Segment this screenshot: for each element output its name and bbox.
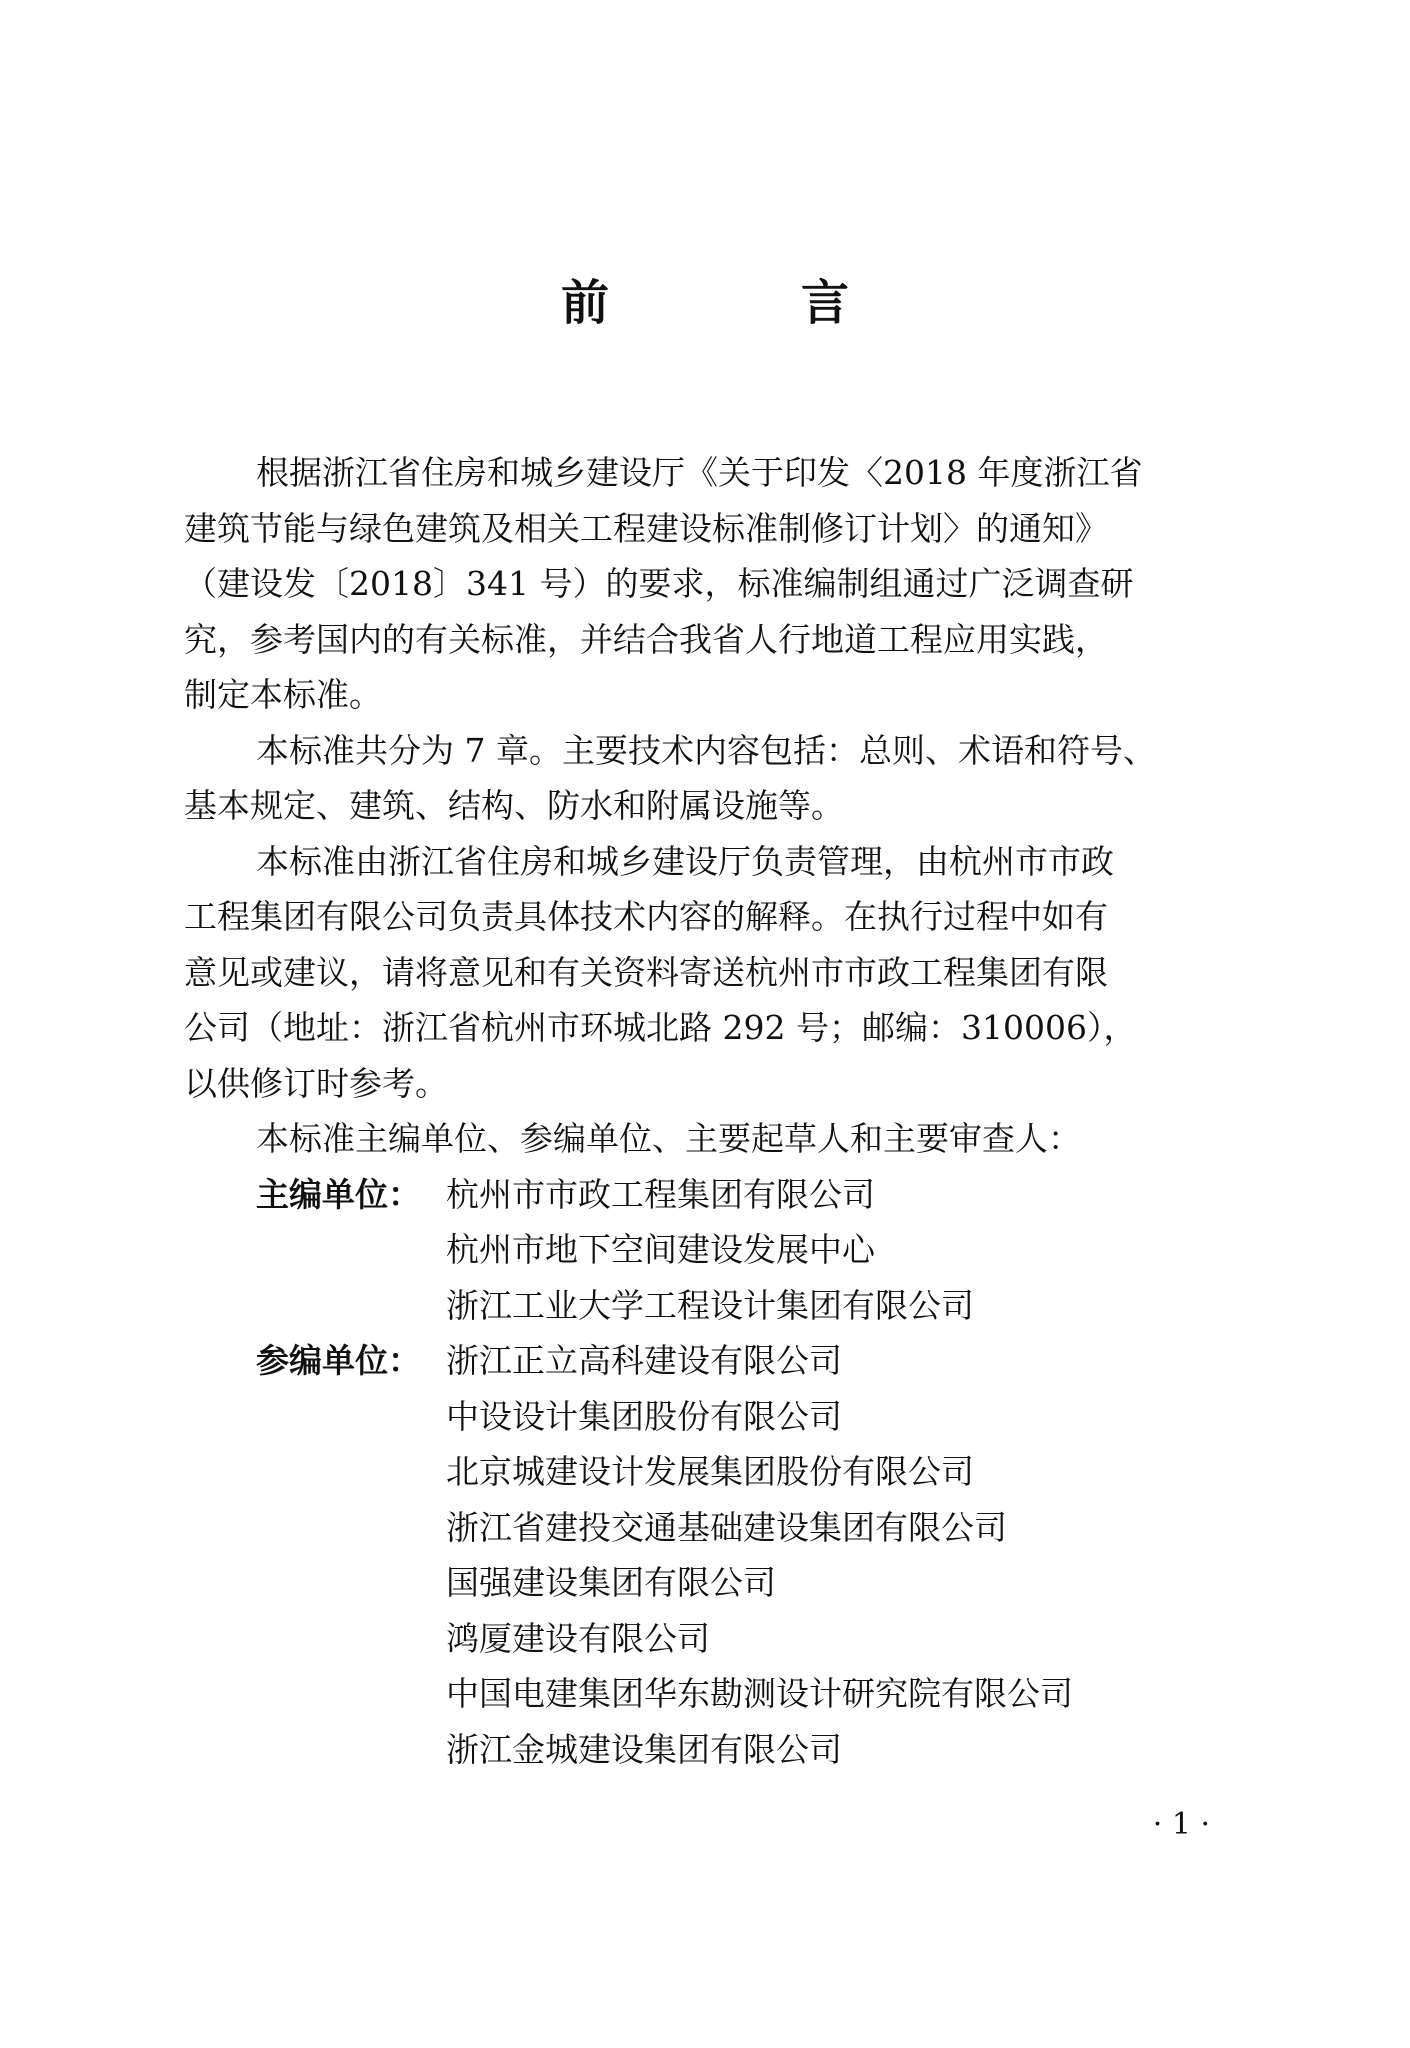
- org-name: 国强建设集团有限公司: [446, 1563, 776, 1602]
- list-item: [256, 1333, 1232, 1389]
- paragraph-line: 根据浙江省住房和城乡建设厅《关于印发〈2018 年度浙江省: [256, 453, 1143, 492]
- org-name: 中国电建集团华东勘测设计研究院有限公司: [446, 1674, 1073, 1713]
- paragraph-line: 制定本标准。: [184, 675, 382, 714]
- list-item: [256, 1611, 1232, 1667]
- org-name: 杭州市市政工程集团有限公司: [446, 1174, 875, 1214]
- paragraph-line: （建设发〔2018〕341 号）的要求，标准编制组通过广泛调查研: [184, 564, 1134, 603]
- paragraph-line: 以供修订时参考。: [184, 1063, 448, 1103]
- preface-body: [184, 445, 1232, 1777]
- participating-units-list: [184, 1333, 1232, 1777]
- paragraph-basis: [184, 445, 1232, 723]
- list-item: [256, 1167, 1232, 1223]
- org-name: 浙江正立高科建设有限公司: [446, 1341, 842, 1380]
- paragraph-units-intro: [184, 1111, 1232, 1167]
- org-name: 浙江省建投交通基础建设集团有限公司: [446, 1507, 1007, 1547]
- org-name: 中设设计集团股份有限公司: [446, 1396, 842, 1436]
- list-item: [256, 1666, 1232, 1722]
- paragraph-management: [184, 834, 1232, 1112]
- paragraph-contents: [184, 723, 1232, 834]
- list-item: [256, 1500, 1232, 1556]
- paragraph-line: 本标准共分为 7 章。主要技术内容包括：总则、术语和符号、: [256, 730, 1156, 770]
- chief-units-list: [184, 1167, 1232, 1334]
- paragraph-line: 基本规定、建筑、结构、防水和附属设施等。: [184, 786, 844, 825]
- org-name: 浙江金城建设集团有限公司: [446, 1729, 842, 1769]
- list-item: [256, 1389, 1232, 1445]
- paragraph-line: 意见或建议，请将意见和有关资料寄送杭州市市政工程集团有限: [184, 952, 1108, 992]
- org-name: 杭州市地下空间建设发展中心: [446, 1230, 875, 1269]
- paragraph-line: 工程集团有限公司负责具体技术内容的解释。在执行过程中如有: [184, 897, 1108, 936]
- list-item: [256, 1222, 1232, 1278]
- paragraph-line: 本标准主编单位、参编单位、主要起草人和主要审查人：: [256, 1119, 1081, 1158]
- org-name: 浙江工业大学工程设计集团有限公司: [446, 1285, 974, 1325]
- list-item: [256, 1722, 1232, 1778]
- page-number: · 1 ·: [1152, 1807, 1210, 1842]
- paragraph-line: 建筑节能与绿色建筑及相关工程建设标准制修订计划〉的通知》: [184, 508, 1108, 548]
- paragraph-line: 本标准由浙江省住房和城乡建设厅负责管理，由杭州市市政: [256, 841, 1114, 881]
- list-item: [256, 1278, 1232, 1334]
- chief-units-label: 主编单位：: [256, 1174, 421, 1214]
- page-title: 前 言: [560, 275, 921, 331]
- paragraph-line: 究，参考国内的有关标准，并结合我省人行地道工程应用实践，: [184, 619, 1108, 659]
- participating-units-label: 参编单位：: [256, 1341, 421, 1380]
- org-name: 鸿厦建设有限公司: [446, 1618, 710, 1658]
- org-name: 北京城建设计发展集团股份有限公司: [446, 1452, 974, 1491]
- list-item: [256, 1444, 1232, 1500]
- list-item: [256, 1555, 1232, 1611]
- paragraph-line: 公司（地址：浙江省杭州市环城北路 292 号；邮编：310006），: [184, 1008, 1137, 1047]
